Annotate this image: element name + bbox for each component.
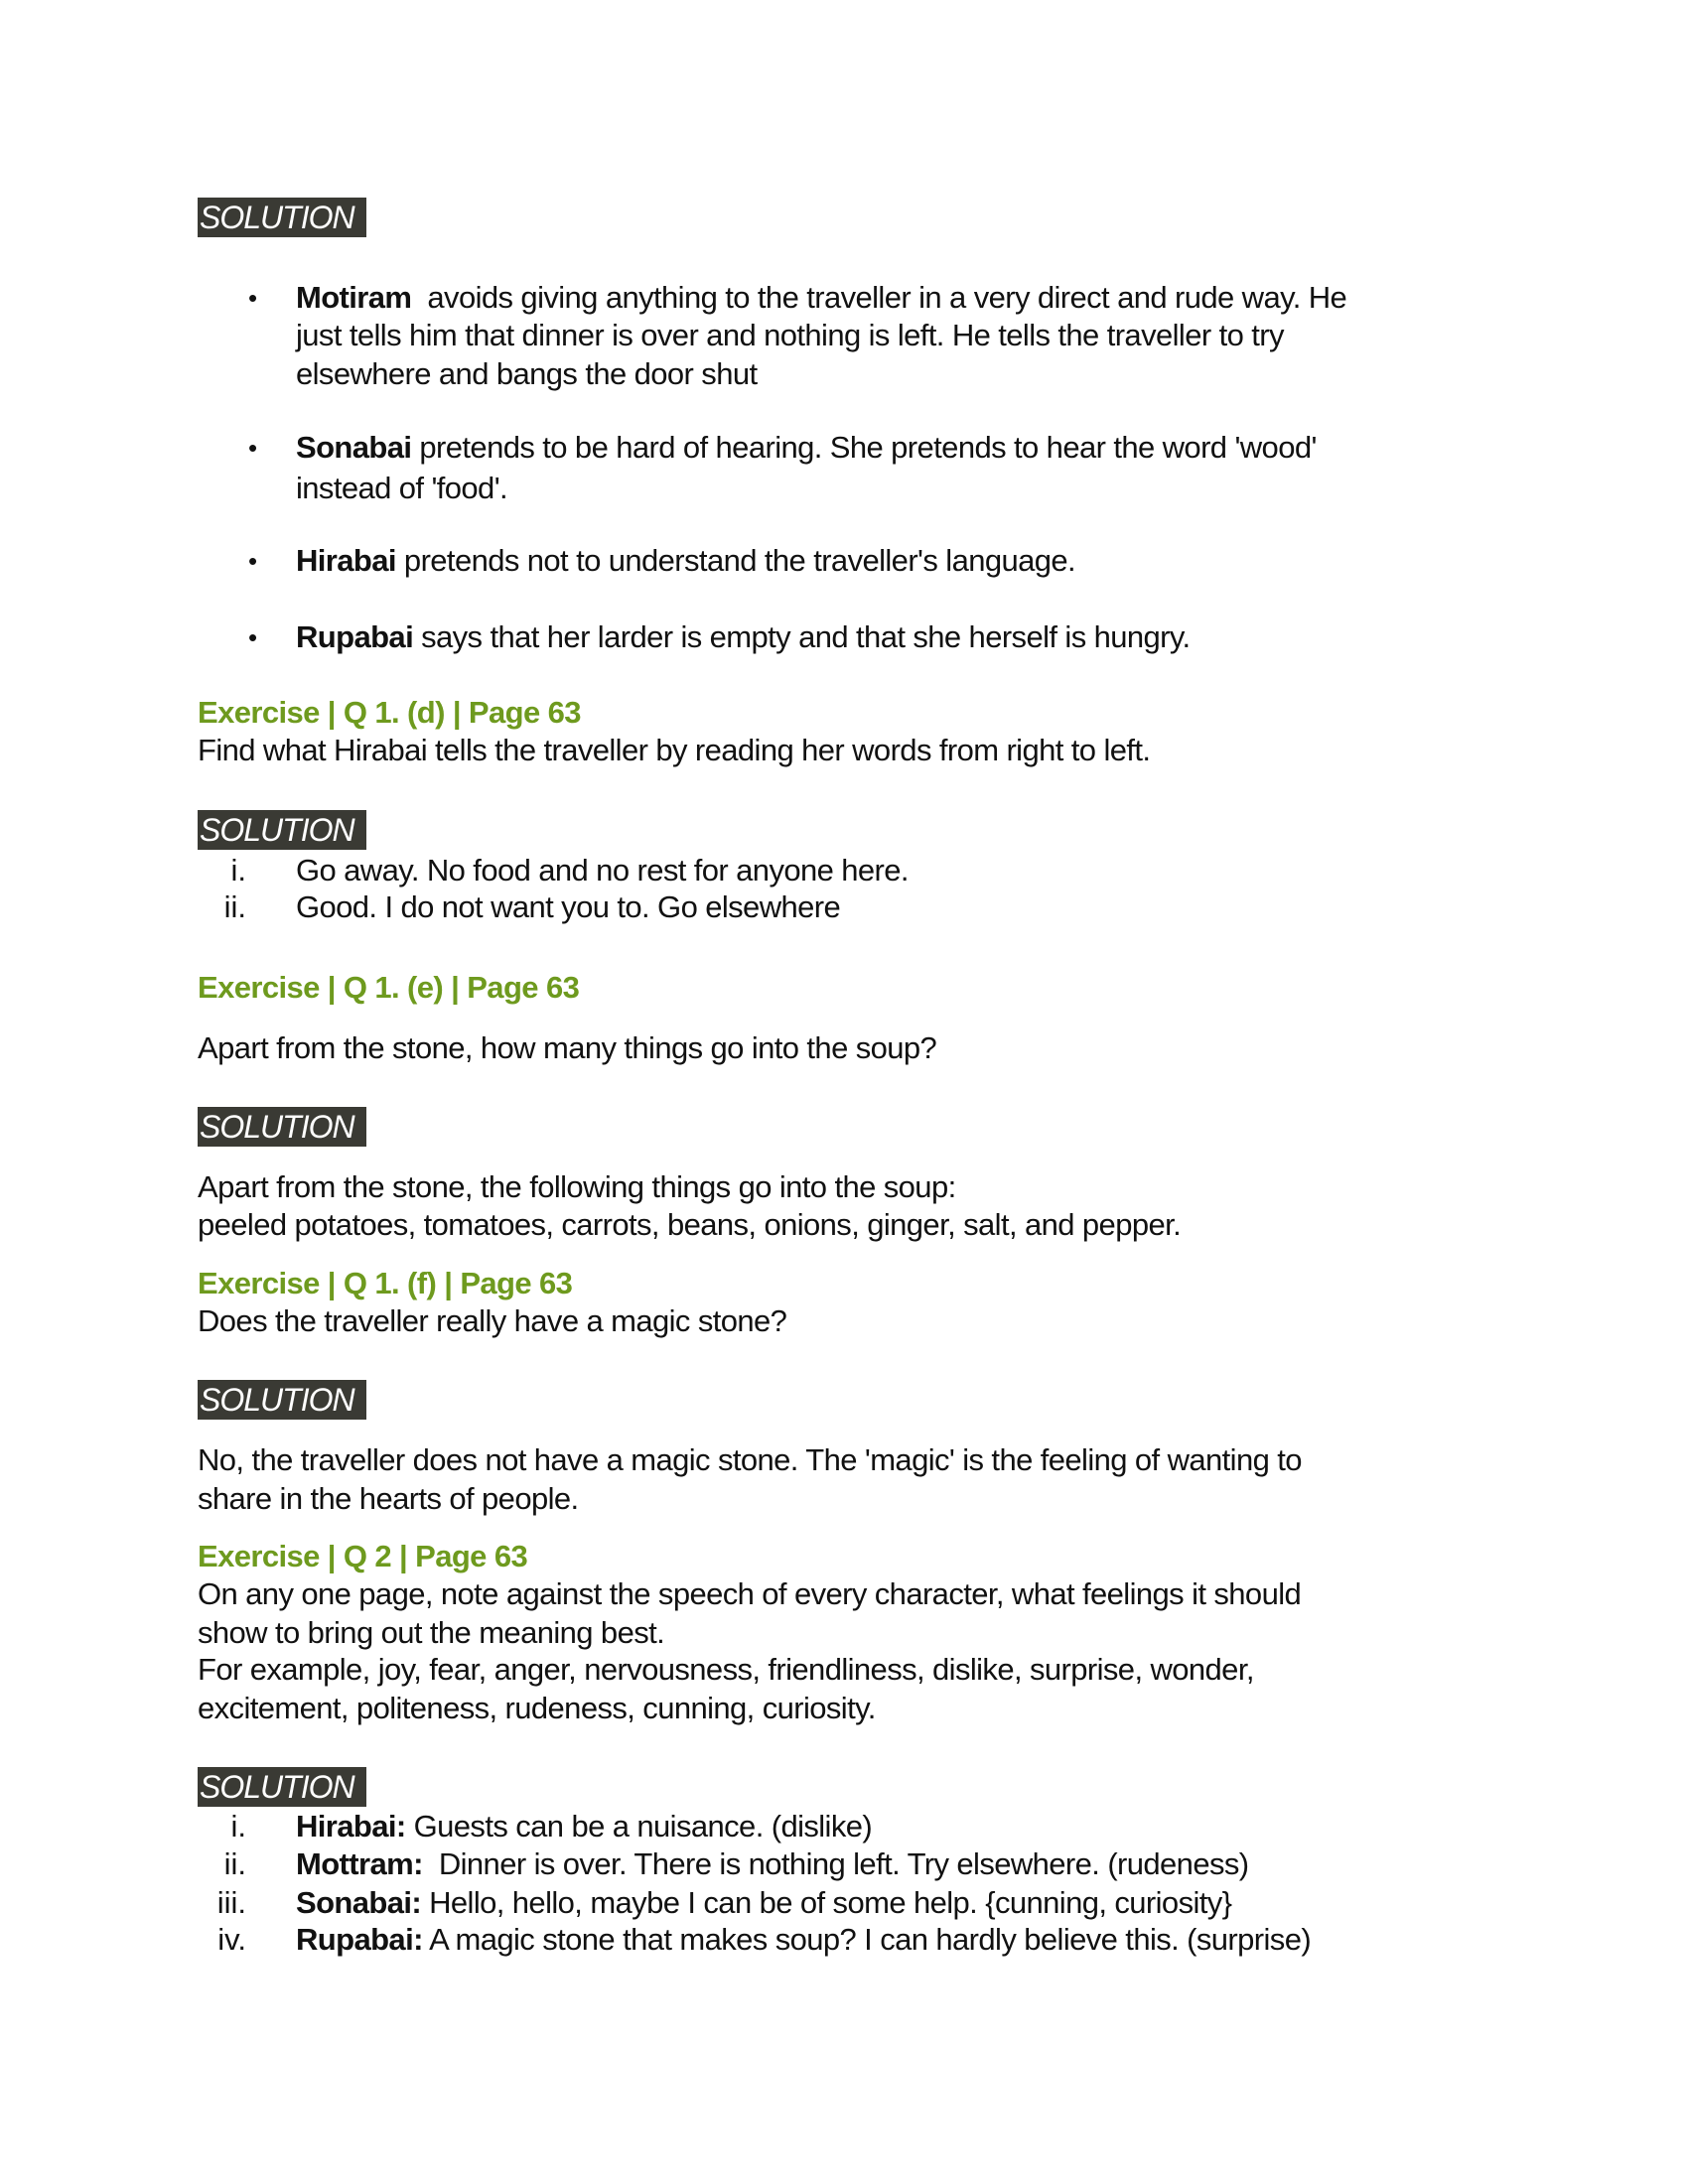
character-name: Motiram	[296, 280, 412, 315]
question-text: Apart from the stone, how many things go into the soup?	[198, 1030, 937, 1065]
question-text: show to bring out the meaning best.	[198, 1615, 665, 1650]
character-name: Sonabai:	[296, 1885, 422, 1920]
list-number: iv.	[217, 1922, 246, 1957]
exercise-heading: Exercise | Q 1. (e) | Page 63	[198, 970, 580, 1005]
list-number: ii.	[223, 1846, 246, 1881]
list-number: i.	[230, 853, 246, 887]
answer-text: Hello, hello, maybe I can be of some help. {cunning, curiosity}	[429, 1885, 1232, 1920]
character-name: Hirabai:	[296, 1809, 406, 1843]
answer-text: Apart from the stone, the following things go into the soup:	[198, 1169, 956, 1204]
bullet-icon: •	[248, 622, 258, 652]
bullet-item	[296, 618, 1191, 656]
answer-item	[296, 1845, 1249, 1883]
answer-item	[296, 1884, 1231, 1922]
bullet-text: instead of 'food'.	[296, 471, 508, 505]
question-text: excitement, politeness, rudeness, cunning, curiosity.	[198, 1691, 876, 1725]
character-name: Sonabai	[296, 430, 412, 465]
answer-text: peeled potatoes, tomatoes, carrots, beans, onions, ginger, salt, and pepper.	[198, 1207, 1182, 1242]
character-name: Rupabai	[296, 619, 414, 654]
bullet-item	[296, 279, 1346, 317]
list-number: i.	[230, 1809, 246, 1843]
question-text: For example, joy, fear, anger, nervousness, friendliness, dislike, surprise, wonder,	[198, 1652, 1254, 1687]
answer-text: Dinner is over. There is nothing left. Try elsewhere. (rudeness)	[438, 1846, 1249, 1881]
solution-label: SOLUTION	[198, 1107, 366, 1147]
bullet-item	[296, 429, 1317, 467]
question-text: Find what Hirabai tells the traveller by reading her words from right to left.	[198, 733, 1151, 767]
solution-label: SOLUTION	[198, 198, 366, 237]
bullet-text: pretends not to understand the traveller's language.	[403, 543, 1076, 578]
answer-item	[296, 1921, 1311, 1959]
solution-label: SOLUTION	[198, 810, 366, 850]
character-name: Hirabai	[296, 543, 396, 578]
bullet-icon: •	[248, 433, 258, 463]
question-text: On any one page, note against the speech of every character, what feelings it should	[198, 1576, 1302, 1611]
answer-text: Guests can be a nuisance. (dislike)	[413, 1809, 873, 1843]
answer-text: share in the hearts of people.	[198, 1481, 579, 1516]
list-number: ii.	[223, 889, 246, 924]
bullet-icon: •	[248, 283, 258, 313]
character-name: Mottram:	[296, 1846, 423, 1881]
answer-text: Good. I do not want you to. Go elsewhere	[296, 889, 841, 924]
answer-text: Go away. No food and no rest for anyone here.	[296, 853, 909, 887]
bullet-icon: •	[248, 546, 258, 576]
character-name: Rupabai:	[296, 1922, 423, 1957]
bullet-text: says that her larder is empty and that she herself is hungry.	[421, 619, 1191, 654]
list-number: iii.	[216, 1885, 246, 1920]
answer-item	[296, 1808, 872, 1845]
exercise-heading: Exercise | Q 2 | Page 63	[198, 1539, 528, 1573]
question-text: Does the traveller really have a magic stone?	[198, 1303, 787, 1338]
solution-label: SOLUTION	[198, 1767, 366, 1807]
bullet-text: avoids giving anything to the traveller in a very direct and rude way. He	[427, 280, 1347, 315]
exercise-heading: Exercise | Q 1. (f) | Page 63	[198, 1266, 573, 1300]
bullet-item	[296, 542, 1075, 580]
answer-text: A magic stone that makes soup? I can hardly believe this. (surprise)	[429, 1922, 1312, 1957]
bullet-text: elsewhere and bangs the door shut	[296, 356, 758, 391]
answer-text: No, the traveller does not have a magic stone. The 'magic' is the feeling of wanting to	[198, 1442, 1302, 1477]
exercise-heading: Exercise | Q 1. (d) | Page 63	[198, 695, 581, 730]
solution-label: SOLUTION	[198, 1380, 366, 1420]
bullet-text: just tells him that dinner is over and nothing is left. He tells the traveller to try	[296, 318, 1284, 352]
bullet-text: pretends to be hard of hearing. She pretends to hear the word 'wood'	[419, 430, 1317, 465]
